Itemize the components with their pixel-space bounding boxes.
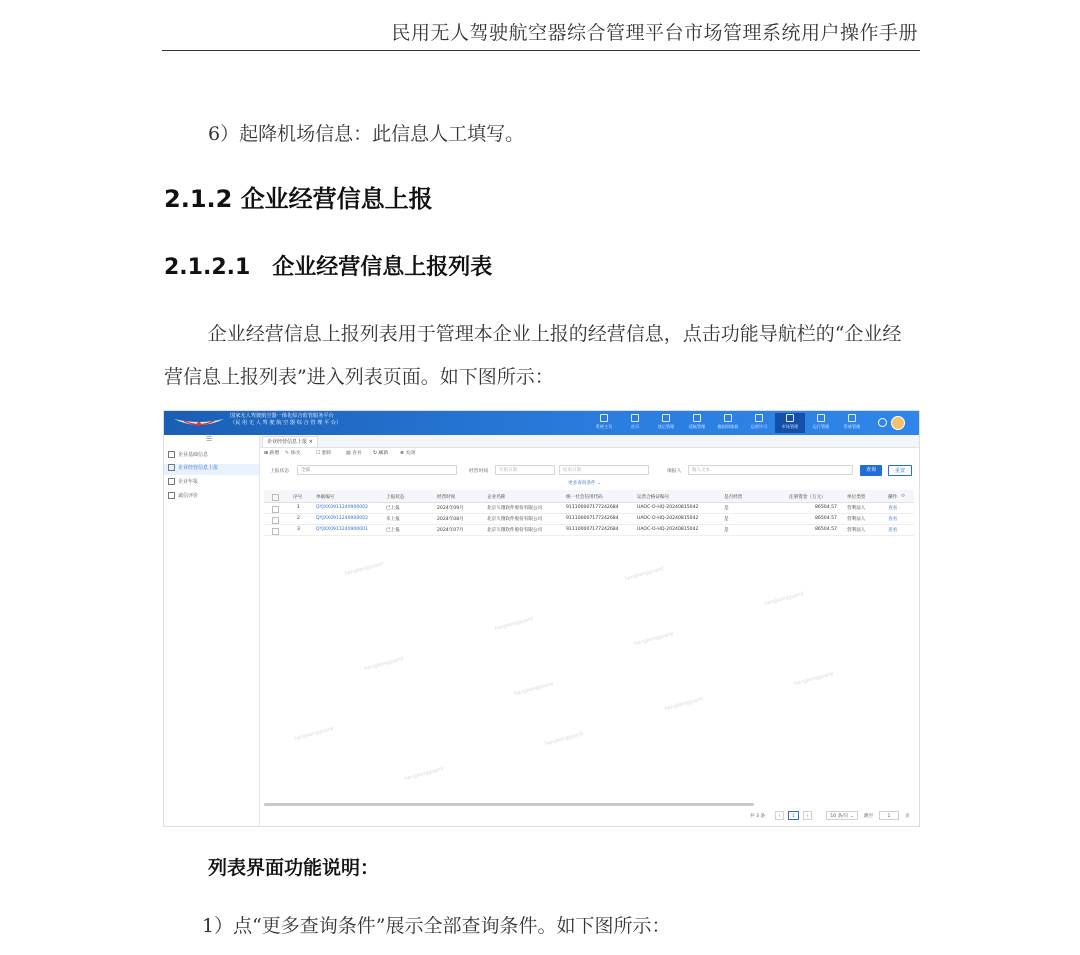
col-type[interactable]: 单位类型 — [847, 495, 866, 500]
row-type: 营利法人 — [847, 528, 866, 533]
watermark: hangkongguanli — [623, 565, 665, 583]
col-no: 序号 — [293, 495, 303, 500]
more-filters-link[interactable]: 更多查询条件 ⌄ — [568, 481, 601, 486]
nav-item-system[interactable]: 系统管理 — [837, 413, 867, 433]
menu-toggle-icon[interactable]: ☰ — [206, 435, 213, 443]
start-date-input[interactable]: 开始日期 — [495, 465, 555, 475]
status-select[interactable]: 全部 — [297, 465, 457, 475]
function-heading: 列表界面功能说明： — [208, 857, 380, 879]
prev-page-button[interactable]: ‹ — [775, 811, 784, 820]
goto-label: 跳至 — [864, 814, 874, 819]
row-checkbox[interactable] — [272, 517, 279, 524]
row-capital: 86504.57 — [815, 527, 837, 532]
document-icon — [168, 451, 175, 458]
report-icon — [168, 464, 175, 471]
row-no: 1 — [297, 505, 300, 510]
row-name: 北京久翔软件股份有限公司 — [487, 506, 543, 511]
page-unit-label: 页 — [905, 814, 910, 819]
watermark: hangkongguanli — [543, 730, 585, 748]
col-capital[interactable]: 注册资金（万元） — [789, 495, 826, 500]
intro-paragraph: 企业经营信息上报列表用于管理本企业上报的经营信息，点击功能导航栏的“企业经营信息上报列表”进入列表页面。如下图所示： — [164, 323, 902, 388]
nav-item-market[interactable]: 市场管理 — [775, 413, 805, 433]
row-id-link[interactable]: QYJXX0911240900001 — [316, 527, 369, 532]
star-icon — [168, 492, 175, 499]
search-icon[interactable] — [878, 418, 887, 427]
row-name: 北京久翔软件股份有限公司 — [487, 528, 543, 533]
nav-item-system-home[interactable]: 系统主页 — [589, 413, 619, 433]
row-view-link[interactable]: 查看 — [888, 517, 898, 522]
home-icon — [600, 414, 608, 422]
gear-icon — [848, 414, 856, 422]
select-all-checkbox[interactable] — [272, 494, 279, 501]
target-icon — [724, 414, 732, 422]
watermark: hangkongguanli — [343, 560, 385, 578]
item-1-text: 1）点“更多查询条件”展示全部查询条件。如下图所示： — [202, 915, 671, 937]
col-id[interactable]: 单据编号 — [316, 495, 335, 500]
row-period: 2024年08月 — [437, 517, 464, 522]
col-credit[interactable]: 统一社会信用代码 — [566, 495, 603, 500]
page-1-button[interactable]: 1 — [788, 811, 799, 820]
row-cert: UAOC-O-HQ-20240815042 — [637, 527, 699, 532]
row-status: 已上报 — [386, 528, 400, 533]
row-view-link[interactable]: 查看 — [888, 506, 898, 511]
row-operating: 是 — [724, 528, 729, 533]
watermark: hangkongguanli — [363, 655, 405, 673]
subsection-heading: 2.1.2.1 企业经营信息上报列表 — [164, 255, 493, 280]
row-status: 已上报 — [386, 506, 400, 511]
row-credit: 911100007177242684 — [566, 505, 619, 510]
row-operating: 是 — [724, 517, 729, 522]
row-divider — [264, 535, 914, 536]
tab-bar — [260, 435, 919, 448]
running-header: 民用无人驾驶航空器综合管理平台市场管理系统用户操作手册 — [391, 22, 918, 44]
watermark: hangkongguanli — [403, 765, 445, 783]
nav-item-home[interactable]: 首页 — [620, 413, 650, 433]
next-page-button[interactable]: › — [803, 811, 812, 820]
reporter-input[interactable]: 输入文本 — [688, 465, 853, 475]
nav-item-registration[interactable]: 登记管理 — [651, 413, 681, 433]
market-icon — [786, 414, 794, 422]
horizontal-scrollbar[interactable] — [264, 803, 754, 806]
row-type: 营利法人 — [847, 517, 866, 522]
sidebar-item-credit[interactable]: 诚信评价 — [164, 492, 259, 503]
row-capital: 86504.57 — [815, 516, 837, 521]
nav-item-airworthiness[interactable]: 适航管理 — [682, 413, 712, 433]
row-checkbox[interactable] — [272, 528, 279, 535]
row-period: 2024年09月 — [437, 506, 464, 511]
row-cert: UAOC-O-HQ-20240815042 — [637, 505, 699, 510]
col-period[interactable]: 经营时间 — [437, 495, 456, 500]
row-credit: 911100007177242684 — [566, 527, 619, 532]
nav-item-training[interactable]: 模拟训练机 — [713, 413, 743, 433]
list-page-screenshot — [163, 410, 920, 827]
platform-logo-icon — [172, 415, 226, 431]
monitor-icon — [631, 414, 639, 422]
item-6-text: 6）起降机场信息：此信息人工填写。 — [208, 123, 525, 145]
refresh-button[interactable]: ↻ 刷新 — [373, 451, 389, 456]
row-id-link[interactable]: QYJXX0911240900002 — [316, 505, 369, 510]
row-no: 3 — [297, 527, 300, 532]
header-rule — [162, 50, 920, 51]
register-icon — [662, 414, 670, 422]
watermark: hangkongguanli — [633, 630, 675, 648]
query-button[interactable]: 查询 — [860, 465, 882, 476]
row-period: 2024年07月 — [437, 528, 464, 533]
view-button[interactable]: ▤ 查看 — [346, 451, 362, 456]
row-no: 2 — [297, 516, 300, 521]
row-checkbox[interactable] — [272, 506, 279, 513]
watermark: hangkongguanli — [763, 590, 805, 608]
col-cert[interactable]: 运营合格证编号 — [637, 495, 670, 500]
add-button[interactable]: ⊞ 新增 — [264, 451, 280, 456]
status-label: 上报状态 — [270, 469, 290, 474]
row-divider — [264, 513, 914, 514]
col-operating[interactable]: 是否经营 — [724, 495, 743, 500]
row-type: 营利法人 — [847, 506, 866, 511]
row-cert: UAOC-O-HQ-20240815042 — [637, 516, 699, 521]
watermark: hangkongguanli — [663, 695, 705, 713]
col-action: 操作 — [888, 495, 898, 500]
watermark: hangkongguanli — [513, 680, 555, 698]
col-name[interactable]: 企业名称 — [487, 495, 506, 500]
row-name: 北京久翔软件股份有限公司 — [487, 517, 543, 522]
section-heading: 2.1.2 企业经营信息上报 — [164, 185, 433, 213]
watermark: hangkongguanli — [493, 615, 535, 633]
system-name: 国家无人驾驶航空器一体化综合监管服务平台 （民 用 无 人 驾 驶 航 空 器 综 合 管 理 平 台） — [230, 413, 342, 426]
watermark: hangkongguanli — [793, 670, 835, 688]
nav-item-operation[interactable]: 运行管理 — [806, 413, 836, 433]
goto-page-input[interactable]: 1 — [879, 811, 899, 820]
row-operating: 是 — [724, 506, 729, 511]
row-status: 未上报 — [386, 517, 400, 522]
end-date-input[interactable]: 结束日期 — [559, 465, 649, 475]
cart-icon — [693, 414, 701, 422]
delete-button[interactable]: ☐ 删除 — [316, 451, 332, 456]
tab-business-report[interactable]: 企业经营信息上报 × — [262, 436, 318, 447]
watermark: hangkongguanli — [293, 725, 335, 743]
nav-item-permit[interactable]: 运营许可 — [744, 413, 774, 433]
settings-icon[interactable]: ⚙ — [901, 494, 906, 499]
avatar[interactable] — [891, 416, 905, 430]
row-id-link[interactable]: QYJXX0911240900002 — [316, 516, 369, 521]
shield-icon — [817, 414, 825, 422]
sidebar-item-basic-info[interactable]: 企业基础信息 — [164, 451, 259, 462]
close-button[interactable]: ⊗ 关闭 — [400, 451, 416, 456]
row-credit: 911100007177242684 — [566, 516, 619, 521]
col-status[interactable]: 上报状态 — [386, 495, 405, 500]
calendar-icon — [168, 478, 175, 485]
page-size-select[interactable]: 10 条/页 ⌄ — [826, 811, 858, 820]
row-view-link[interactable]: 查看 — [888, 528, 898, 533]
row-capital: 86504.57 — [815, 505, 837, 510]
period-label: 经营时间 — [469, 469, 489, 474]
total-count: 共 3 条 — [750, 814, 766, 819]
edit-button[interactable]: ✎ 修改 — [285, 451, 301, 456]
reporter-label: 填报人 — [667, 469, 682, 474]
badge-icon — [755, 414, 763, 422]
sidebar-item-business-report[interactable]: 企业经营信息上报 — [164, 464, 259, 475]
row-divider — [264, 524, 914, 525]
sidebar-item-annual-report[interactable]: 企业年报 — [164, 478, 259, 489]
reset-button[interactable]: 重置 — [888, 465, 912, 476]
